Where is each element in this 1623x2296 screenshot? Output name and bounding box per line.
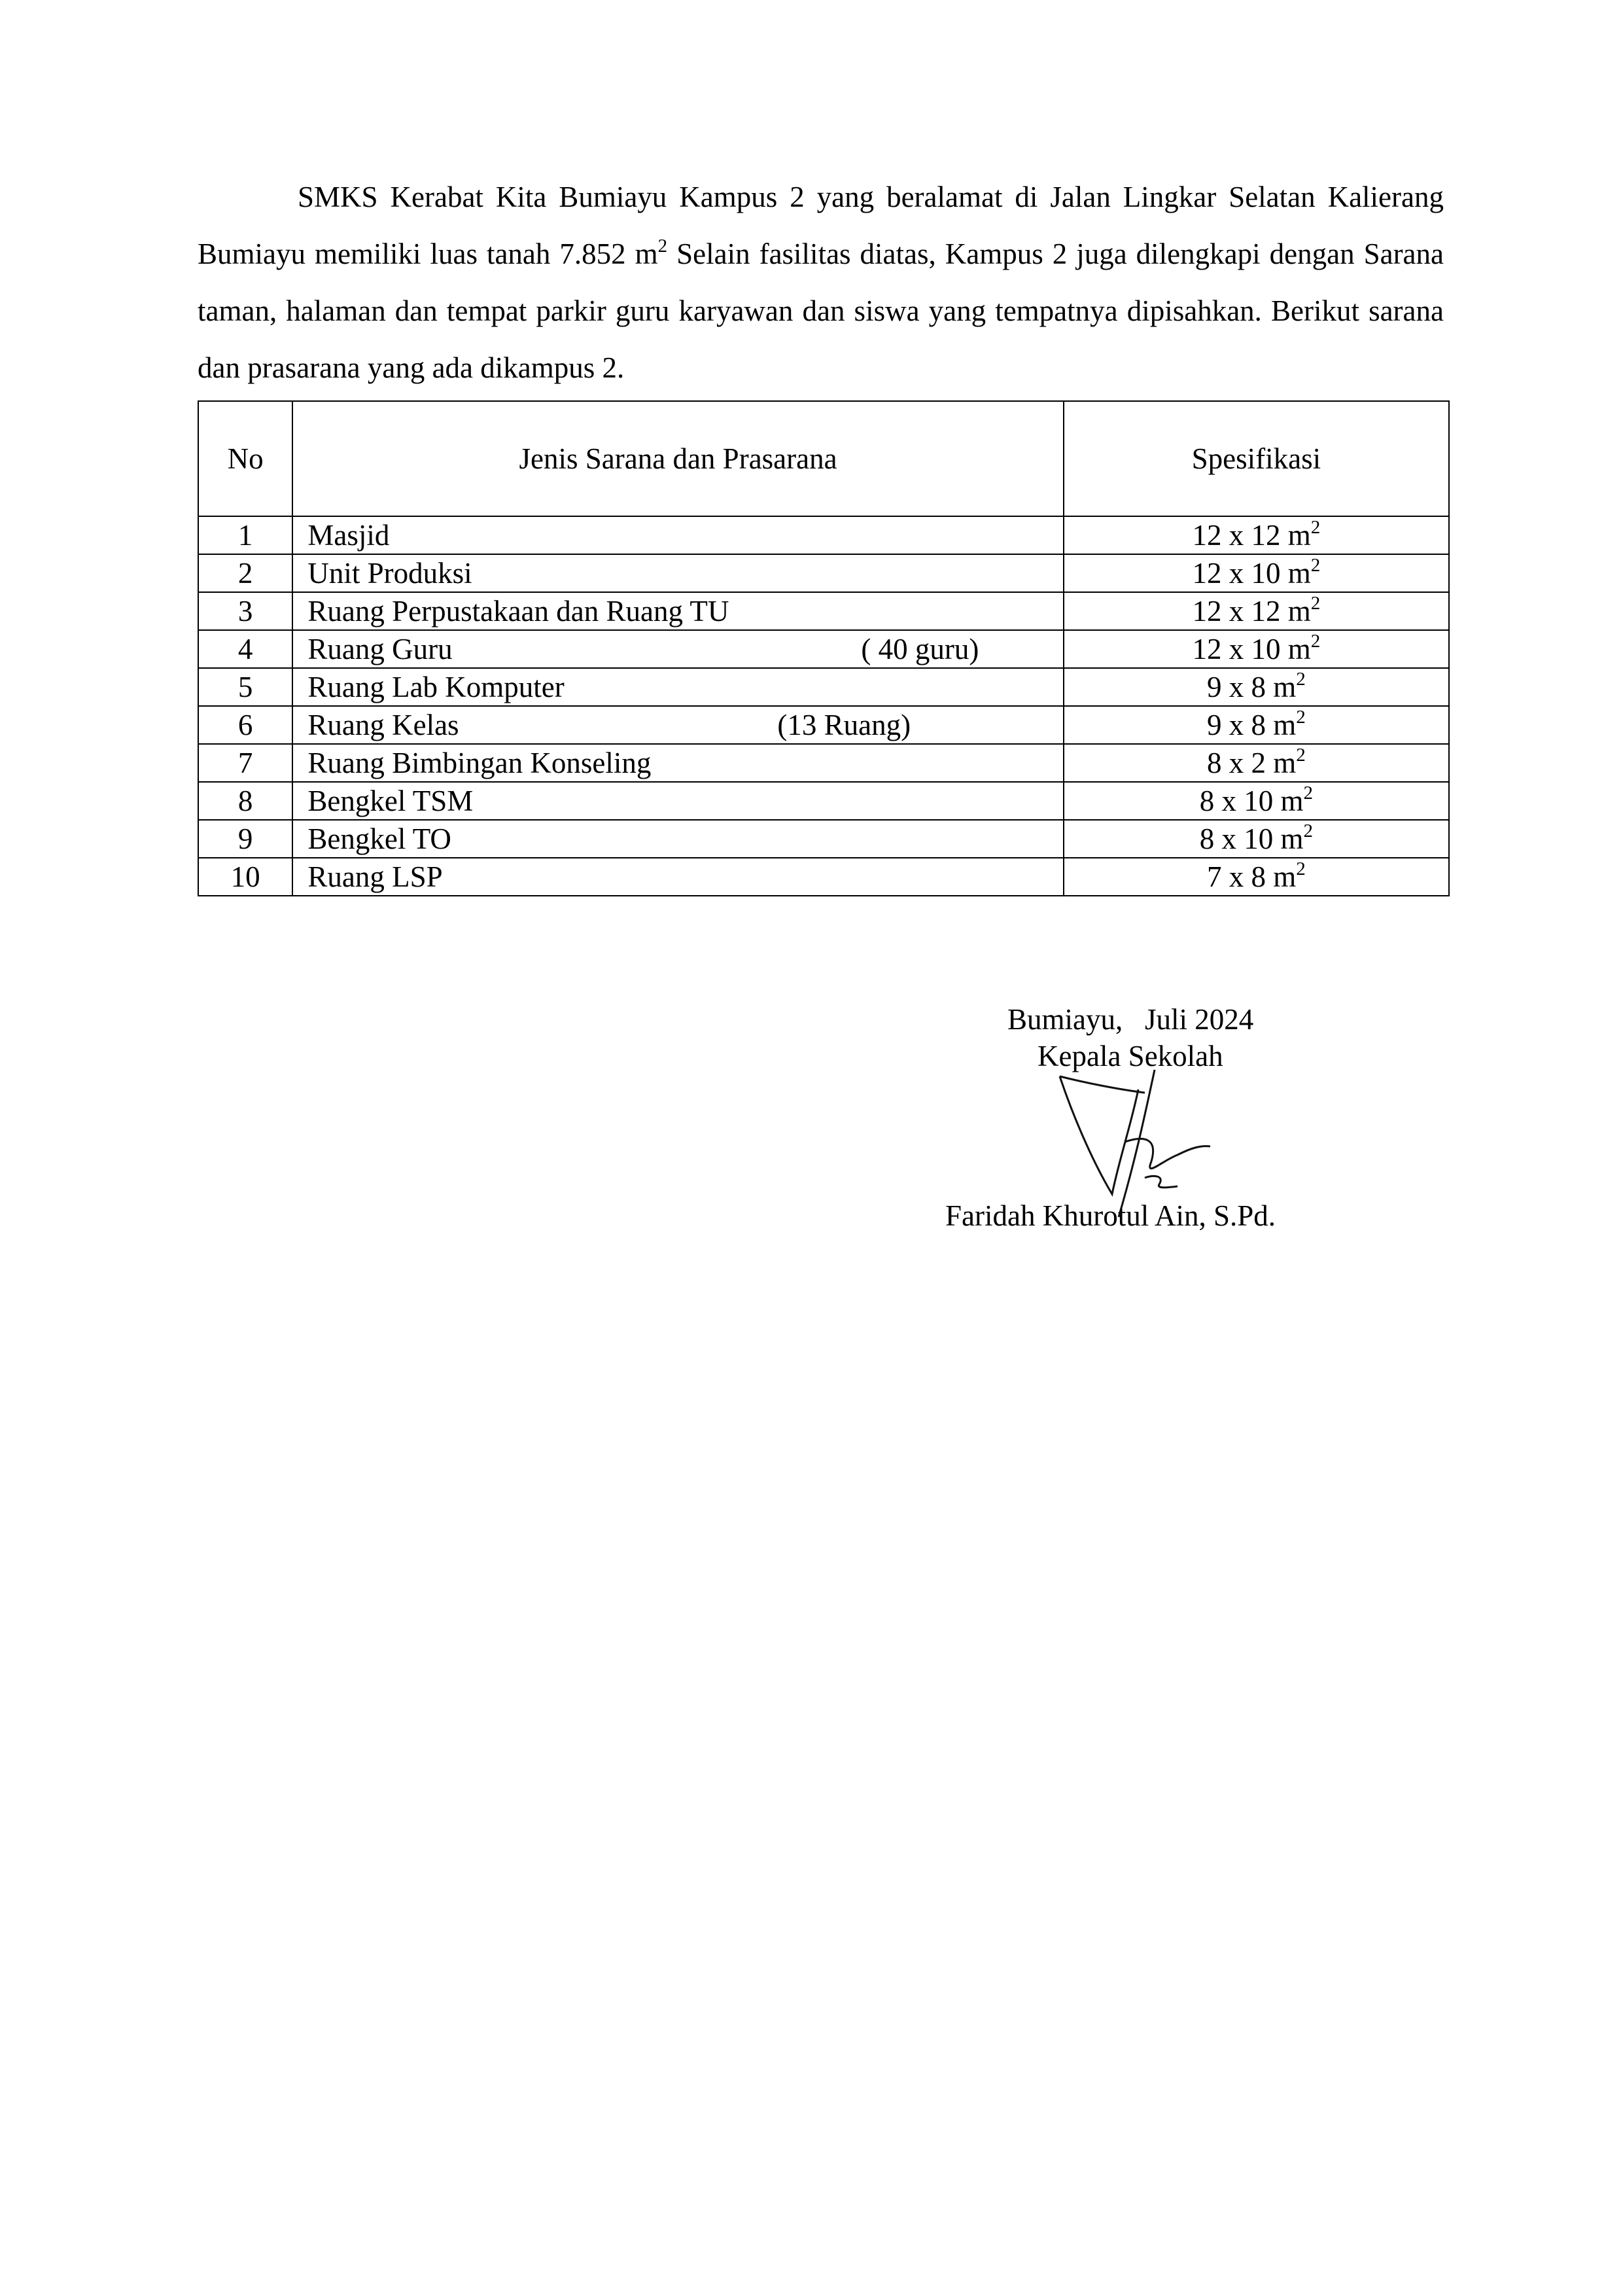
facilities-table: [198, 400, 1450, 896]
facility-name: Ruang Bimbingan Konseling: [307, 747, 652, 779]
spec-value: 9 x 8 m: [1207, 671, 1297, 703]
table-row: [198, 858, 1449, 896]
facility-name: Ruang Kelas: [307, 709, 459, 741]
signature-place-date: Bumiayu, Juli 2024: [1007, 1003, 1254, 1036]
cell-no: 5: [198, 668, 292, 706]
header-name: Jenis Sarana dan Prasarana: [292, 401, 1063, 516]
facility-name: Bengkel TO: [307, 822, 451, 855]
spec-superscript: 2: [1310, 555, 1321, 576]
signature-name: Faridah Khurotul Ain, S.Pd.: [945, 1199, 1276, 1232]
facility-note: (13 Ruang): [777, 709, 911, 741]
handwritten-signature-icon: [1047, 1063, 1243, 1220]
spec-superscript: 2: [1296, 669, 1306, 690]
intro-text-part2: Selain fasilitas diatas, Kampus 2 juga dilengkapi dengan Sarana taman, halaman dan tempat parkir guru karyawan dan siswa yang tempatnya dipisahkan. Berikut sarana dan prasarana yang ada dikampus 2.: [198, 238, 1444, 384]
intro-superscript: 2: [657, 236, 668, 256]
table-row: [198, 554, 1449, 592]
facility-name: Ruang Lab Komputer: [307, 671, 565, 703]
spec-value: 12 x 10 m: [1192, 557, 1311, 590]
cell-no: 1: [198, 516, 292, 554]
spec-value: 9 x 8 m: [1207, 709, 1297, 741]
table-row: [198, 592, 1449, 630]
cell-spec: [1064, 744, 1449, 782]
cell-name: [292, 744, 1063, 782]
spec-value: 12 x 10 m: [1192, 633, 1311, 665]
facility-name: Ruang Perpustakaan dan Ruang TU: [307, 595, 729, 627]
cell-no: 4: [198, 630, 292, 668]
cell-no: 9: [198, 820, 292, 858]
spec-superscript: 2: [1296, 858, 1306, 879]
header-no: No: [198, 401, 292, 516]
table-row: [198, 820, 1449, 858]
cell-no: 10: [198, 858, 292, 896]
intro-paragraph: [198, 169, 1444, 397]
cell-name: [292, 668, 1063, 706]
cell-spec: [1064, 668, 1449, 706]
spec-value: 8 x 10 m: [1199, 822, 1304, 855]
spec-superscript: 2: [1296, 707, 1306, 728]
cell-no: 2: [198, 554, 292, 592]
facility-name: Ruang LSP: [307, 860, 443, 893]
table-row: [198, 668, 1449, 706]
table-row: [198, 630, 1449, 668]
intro-text-part1: SMKS Kerabat Kita Bumiayu Kampus 2 yang beralamat di Jalan Lingkar Selatan Kalierang Bumiayu memiliki luas tanah 7.852 m: [198, 181, 1444, 270]
cell-no: 7: [198, 744, 292, 782]
cell-spec: [1064, 516, 1449, 554]
spec-value: 8 x 2 m: [1207, 747, 1297, 779]
signature-position: Kepala Sekolah: [1038, 1040, 1223, 1072]
table-row: [198, 782, 1449, 820]
spec-superscript: 2: [1310, 517, 1321, 538]
cell-name: [292, 706, 1063, 744]
cell-spec: [1064, 858, 1449, 896]
spec-superscript: 2: [1296, 745, 1306, 766]
cell-spec: [1064, 554, 1449, 592]
table-row: [198, 706, 1449, 744]
cell-name: [292, 516, 1063, 554]
facility-name: Ruang Guru: [307, 633, 453, 665]
spec-superscript: 2: [1303, 783, 1314, 804]
cell-spec: [1064, 630, 1449, 668]
facility-name: Unit Produksi: [307, 557, 472, 590]
cell-spec: [1064, 706, 1449, 744]
cell-no: 8: [198, 782, 292, 820]
header-spec: Spesifikasi: [1064, 401, 1449, 516]
spec-value: 12 x 12 m: [1192, 519, 1311, 552]
cell-spec: [1064, 782, 1449, 820]
cell-spec: [1064, 820, 1449, 858]
facility-name: Bengkel TSM: [307, 785, 474, 817]
cell-name: [292, 782, 1063, 820]
cell-name: [292, 630, 1063, 668]
spec-superscript: 2: [1310, 593, 1321, 614]
cell-name: [292, 554, 1063, 592]
table-header-row: [198, 401, 1449, 516]
spec-value: 8 x 10 m: [1199, 785, 1304, 817]
cell-name: [292, 858, 1063, 896]
spec-superscript: 2: [1310, 631, 1321, 652]
cell-no: 6: [198, 706, 292, 744]
table-row: [198, 516, 1449, 554]
cell-name: [292, 592, 1063, 630]
spec-value: 12 x 12 m: [1192, 595, 1311, 627]
cell-name: [292, 820, 1063, 858]
spec-value: 7 x 8 m: [1207, 860, 1297, 893]
facility-note: ( 40 guru): [861, 633, 979, 665]
table-row: [198, 744, 1449, 782]
spec-superscript: 2: [1303, 821, 1314, 841]
cell-spec: [1064, 592, 1449, 630]
cell-no: 3: [198, 592, 292, 630]
facility-name: Masjid: [307, 519, 390, 552]
